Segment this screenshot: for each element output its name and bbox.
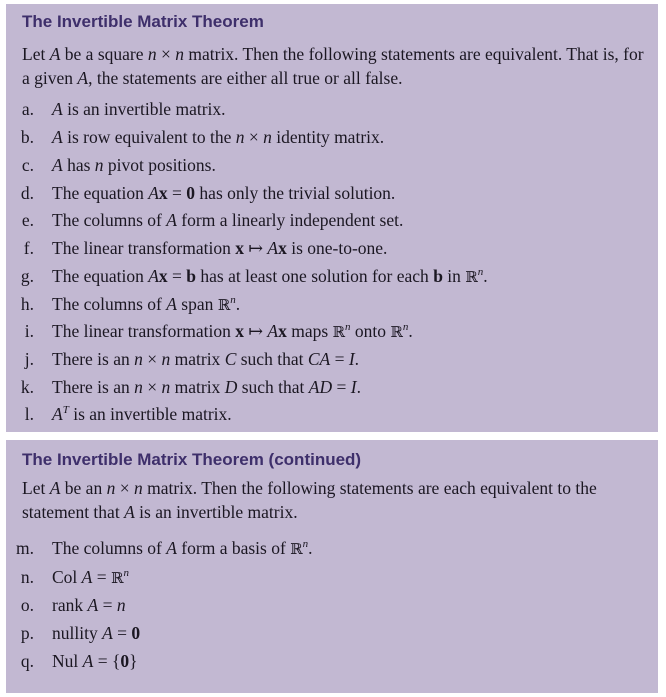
theorem-continued-title: The Invertible Matrix Theorem (continued) bbox=[22, 450, 362, 469]
theorem-continued-box: The Invertible Matrix Theorem (continued) Let A be an n × n matrix. Then the following statements are each equivalent to the statement that A is an invertible matrix. m. The columns of A form a basis of ℝ$^n$. n. Col A = ℝ$^n$ o. rank A = n p. nullity A = 0 q. Nul A = {0} bbox=[6, 440, 658, 693]
theorem-box: The Invertible Matrix Theorem Let A be a square n × n matrix. Then the following statements are equivalent. That is, for a given A, the statements are either all true or all false. a. A is an invertible matrix. b. A is row equivalent to the n × n identity matrix. c. A has n pivot positions. d. The equation Ax = 0 has only the trivial solution. e. The columns of A form a linearly independent set. f. The linear transformation x ↦ Ax is one-to-one. g. The equation Ax = b has at least one solution for each b in ℝ$^n$. h. The columns of A span ℝ$^n$. i. The linear transformation x ↦ Ax maps ℝ$^n$ onto ℝ$^n$. j. There is an n × n matrix C such that CA = I. k. There is an n × n matrix D such that AD = I. l. $A^T$ is an invertible matrix. bbox=[6, 4, 658, 432]
theorem-title: The Invertible Matrix Theorem bbox=[22, 12, 264, 31]
theorem-intro: Let A be a square n × n matrix. Then the following statements are equivalent. That is, for a given A, the statements are either all true or all false. bbox=[22, 44, 644, 88]
theorem-continued-intro: Let A be an n × n matrix. Then the following statements are each equivalent to the statement that A is an invertible matrix. bbox=[22, 478, 597, 522]
